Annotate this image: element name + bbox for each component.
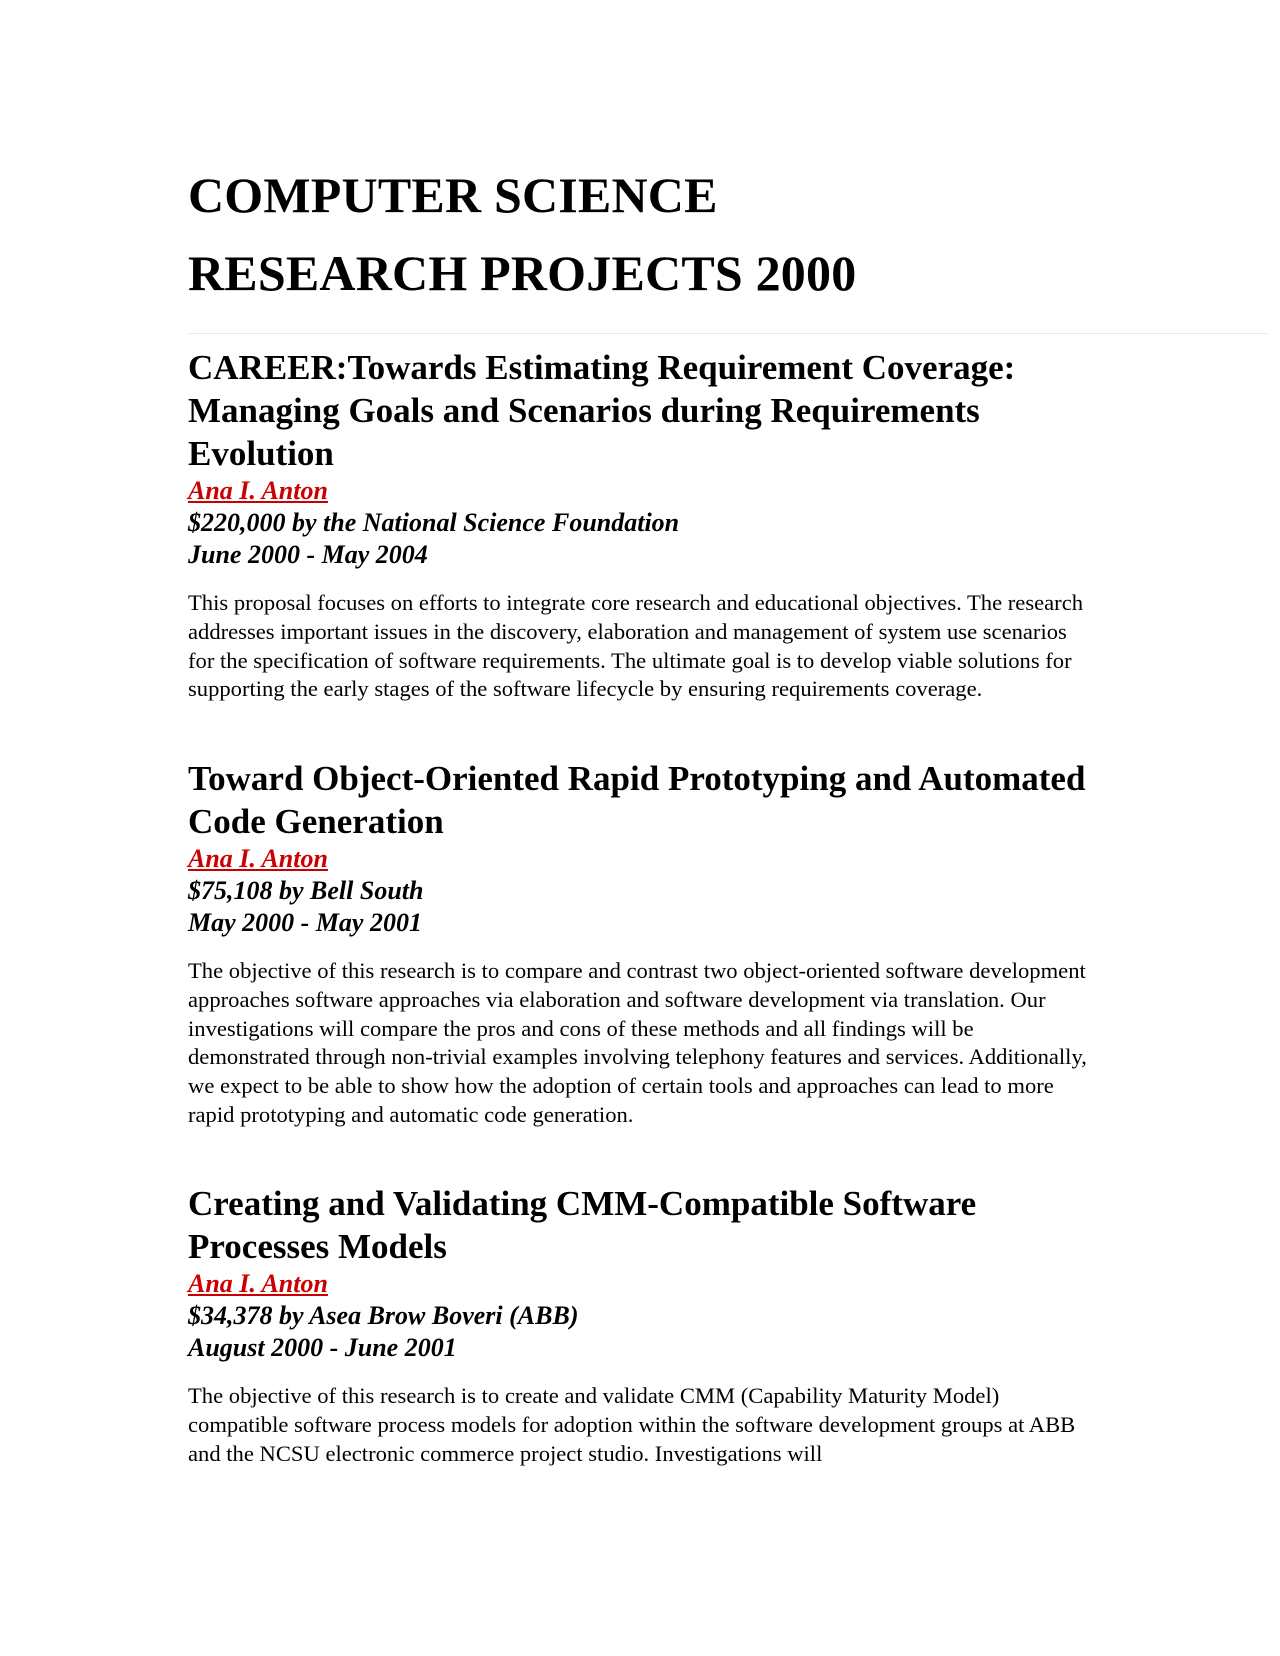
investigator-link[interactable]: Ana I. Anton	[188, 476, 328, 505]
project-abstract: This proposal focuses on efforts to integrate core research and educational objectives. The research addresses important issues in the discovery, elaboration and management of system use scenarios for the specification of software requirements. The ultimate goal is to develop viable solutions for supporting the early stages of the software lifecycle by ensuring requirements coverage.	[188, 590, 1084, 702]
investigator-link[interactable]: Ana I. Anton	[188, 1269, 328, 1298]
page-title	[188, 156, 856, 312]
investigator-link[interactable]: Ana I. Anton	[188, 844, 328, 873]
project-meta	[188, 1268, 1108, 1364]
project-funding: $75,108 by Bell South	[188, 876, 424, 905]
project-entry	[188, 346, 1108, 704]
project-entry	[188, 757, 1108, 1130]
document-page	[188, 0, 1268, 1656]
project-funding: $220,000 by the National Science Foundation	[188, 508, 680, 537]
project-abstract: The objective of this research is to create and validate CMM (Capability Maturity Model) compatible software process models for adoption within the software development groups at ABB and the NCSU electronic commerce project studio. Investigations will	[188, 1383, 1076, 1466]
project-entry	[188, 1182, 1108, 1468]
project-funding: $34,378 by Asea Brow Boveri (ABB)	[188, 1301, 579, 1330]
project-title: Toward Object-Oriented Rapid Prototyping and Automated Code Generation	[188, 759, 1086, 841]
project-title: CAREER:Towards Estimating Requirement Coverage: Managing Goals and Scenarios during Requirements Evolution	[188, 348, 1016, 473]
project-meta	[188, 475, 1108, 571]
project-period: August 2000 - June 2001	[188, 1333, 457, 1362]
horizontal-rule	[188, 333, 1268, 334]
page-title-line-2: RESEARCH PROJECTS 2000	[188, 245, 857, 301]
project-title: Creating and Validating CMM-Compatible Software Processes Models	[188, 1184, 977, 1266]
project-abstract: The objective of this research is to compare and contrast two object-oriented software development approaches software approaches via elaboration and software development via translation. Our investigations will compare the pros and cons of these methods and all findings will be demonstrated through non-trivial examples involving telephony features and services. Additionally, we expect to be able to show how the adoption of certain tools and approaches can lead to more rapid prototyping and automatic code generation.	[188, 958, 1087, 1127]
page-title-line-1: COMPUTER SCIENCE	[188, 167, 718, 223]
project-meta	[188, 843, 1108, 939]
project-period: June 2000 - May 2004	[188, 540, 428, 569]
project-period: May 2000 - May 2001	[188, 908, 422, 937]
